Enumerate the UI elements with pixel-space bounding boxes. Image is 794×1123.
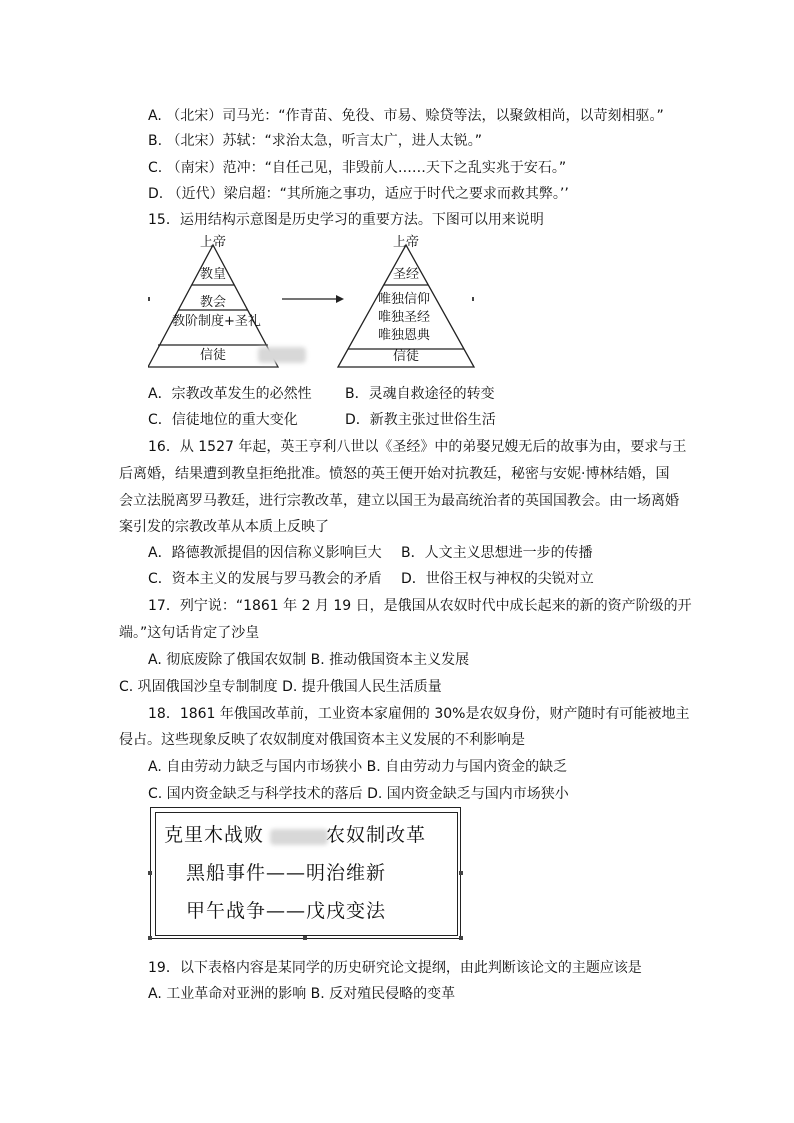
q15-structure-diagram	[148, 235, 488, 375]
resize-handle-bottom-left	[148, 936, 152, 940]
q16-option-c: C．资本主义的发展与罗马教会的矛盾	[148, 571, 382, 587]
resize-handle-right	[459, 871, 463, 875]
watermark-blur	[258, 347, 306, 363]
q17-stem-line1: 17．列宁说：“1861 年 2 月 19 日，是俄国从农奴时代中成长起来的新的资产阶级的开	[148, 598, 692, 614]
resize-handle-bottom-center	[303, 936, 307, 940]
resize-handle-left	[148, 871, 152, 875]
box-row1-right: 农奴制改革	[326, 824, 427, 846]
q16-stem-line4: 案引发的宗教改革从本质上反映了	[119, 519, 329, 535]
q17-stem-line2: 端。”这句话肯定了沙皇	[119, 625, 260, 641]
q14-option-d: D. （近代）梁启超：“其所施之事功，适应于时代之要求而救其弊。’’	[148, 186, 569, 202]
left-pyramid-level2-b: 教阶制度+圣礼	[172, 314, 261, 329]
q16-stem-line2: 后离婚，结果遭到教皇拒绝批准。愤怒的英王便开始对抗教廷，秘密与安妮·博林结婚，国	[119, 466, 670, 482]
q16-option-a: A．路德教派提倡的因信称义影响巨大	[148, 545, 382, 561]
q18-stem-line2: 侵占。这些现象反映了农奴制度对俄国资本主义发展的不利影响是	[119, 732, 525, 748]
q14-option-c: C. （南宋）范冲：“自任己见，非毁前人……天下之乱实兆于安石。”	[148, 160, 567, 176]
box-row2: 黑船事件——明治维新	[186, 862, 387, 884]
box-row1-blur	[270, 829, 328, 845]
q15-option-b: B．灵魂自救途径的转变	[345, 386, 495, 402]
q18-options-row2: C. 国内资金缺乏与科学技术的落后 D. 国内资金缺乏与国内市场狭小	[148, 786, 569, 802]
right-pyramid-level1: 圣经	[393, 267, 420, 282]
box-row3: 甲午战争——戊戌变法	[186, 900, 387, 922]
q16-stem-line3: 会立法脱离罗马教廷，进行宗教改革，建立以国王为最高统治者的英国国教会。由一场离婚	[119, 493, 679, 509]
right-pyramid-level2-a: 唯独信仰	[378, 292, 431, 307]
q19-stem: 19．以下表格内容是某同学的历史研究论文提纲，由此判断该论文的主题应该是	[148, 960, 642, 976]
resize-handle-bottom-right	[459, 936, 463, 940]
q16-stem-line1: 16．从 1527 年起，英王亨利八世以《圣经》中的弟娶兄嫂无后的故事为由，要求与王	[148, 439, 687, 455]
box-row1-left: 克里木战败	[164, 824, 265, 846]
q16-option-d: D．世俗王权与神权的尖锐对立	[401, 571, 594, 587]
left-pyramid-level2-a: 教会	[200, 295, 227, 310]
right-pyramid-level2-b: 唯独圣经	[378, 310, 431, 325]
q19-outline-box	[148, 805, 463, 941]
q17-options-row2: C. 巩固俄国沙皇专制制度 D. 提升俄国人民生活质量	[119, 679, 442, 695]
right-pyramid-level3: 信徒	[393, 349, 420, 364]
right-pyramid-top: 上帝	[393, 235, 420, 250]
q15-option-a: A．宗教改革发生的必然性	[148, 386, 312, 402]
q18-options-row1: A. 自由劳动力缺乏与国内市场狭小 B. 自由劳动力与国内资金的缺乏	[148, 759, 568, 775]
left-pyramid-level1: 教皇	[200, 267, 227, 282]
q15-option-c: C．信徒地位的重大变化	[148, 412, 298, 428]
q19-options-row1: A. 工业革命对亚洲的影响 B. 反对殖民侵略的变革	[148, 986, 456, 1002]
q15-option-d: D．新教主张过世俗生活	[345, 412, 496, 428]
right-pyramid-level2-c: 唯独恩典	[378, 328, 431, 343]
q15-stem: 15．运用结构示意图是历史学习的重要方法。下图可以用来说明	[148, 212, 544, 228]
q14-option-b: B. （北宋）苏轼：“求治太急，听言太广，进人太锐。”	[148, 133, 483, 149]
q14-option-a: A. （北宋）司马光：“作青苗、免役、市易、赊贷等法，以聚敛相尚，以苛刻相驱。”	[148, 108, 664, 124]
q16-option-b: B．人文主义思想进一步的传播	[401, 545, 593, 561]
left-pyramid-level3: 信徒	[200, 348, 227, 363]
left-pyramid-top: 上帝	[200, 235, 227, 250]
q17-options-row1: A. 彻底废除了俄国农奴制 B. 推动俄国资本主义发展	[148, 652, 470, 668]
q18-stem-line1: 18．1861 年俄国改革前，工业资本家雇佣的 30%是农奴身份，财产随时有可能被地主	[148, 706, 690, 722]
